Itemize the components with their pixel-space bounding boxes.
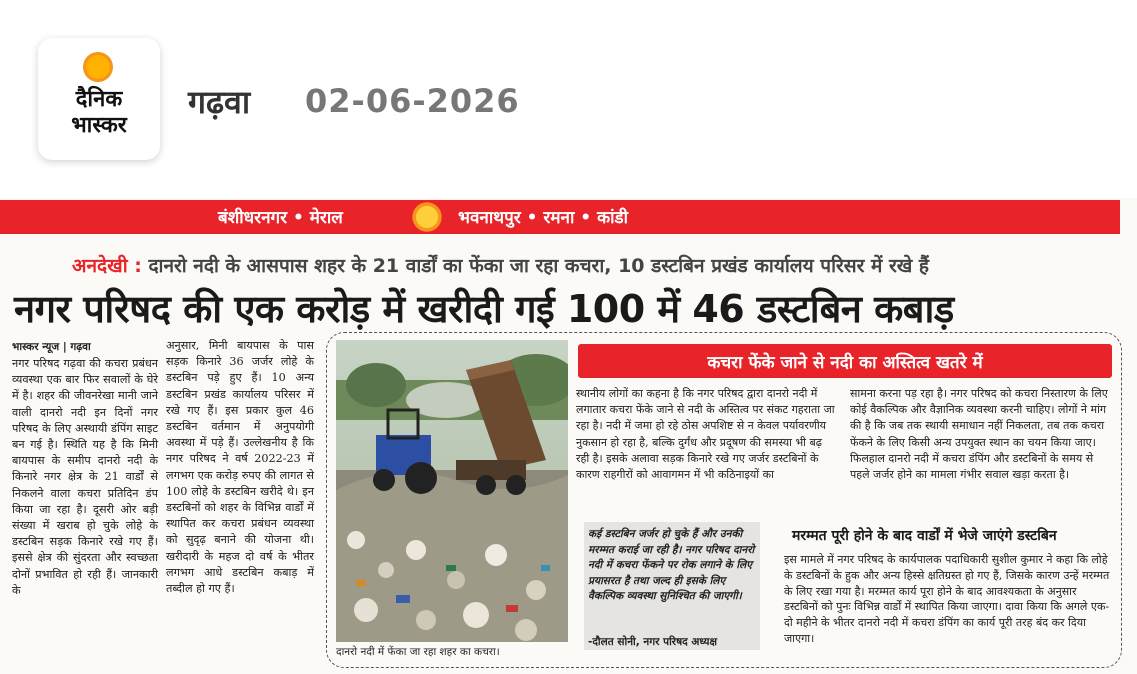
quote-author: -दौलत सोनी, नगर परिषद अध्यक्ष: [588, 636, 717, 648]
sun-icon: [410, 200, 444, 234]
garbage-dump-photo: [336, 340, 568, 642]
edition-city: गढ़वा: [188, 83, 251, 121]
kicker-tag: अनदेखी :: [72, 255, 142, 277]
box-title: कचरा फेंके जाने से नदी का अस्तित्व खतरे में: [707, 353, 983, 373]
photo-illustration: [336, 340, 568, 642]
section-band-right: भवनाथपुर • रमना • कांडी: [458, 208, 629, 228]
box-column-2: सामना करना पड़ रहा है। नगर परिषद को कचरा निस्तारण के लिए कोई वैकल्पिक और वैज्ञानिक व्यवस्था करनी चाहिए। लोगों ने मांग की है कि जब तक स्थायी समाधान नहीं निकलता, तब तक कचरा फेंकने के लिए किसी अन्य उपयुक्त स्थान का चयन किया जाए। फिलहाल दानरो नदी में कचरा डंपिंग और डस्टबिनों के समय से पहले जर्जर होने का मामला गंभीर सवाल खड़ा करता है।: [850, 387, 1108, 482]
box-column-1: स्थानीय लोगों का कहना है कि नगर परिषद द्वारा दानरो नदी में लगातार कचरा फेंके जाने से नदी के अस्तित्व पर संकट गहराता जा रहा है। नदी में जमा हो रहे ठोस अपशिष्ट से न केवल पर्यावरणीय नुकसान हो रहा है, बल्कि दुर्गंध और प्रदूषण की समस्या भी बढ़ रही है। इसके अलावा सड़क किनारे रखे गए जर्जर डस्टबिनों के कारण राहगीरों को आवागमन में भी कठिनाइयों का: [576, 387, 835, 482]
quote-text: कई डस्टबिन जर्जर हो चुके हैं और उनकी मरम्मत कराई जा रही है। नगर परिषद दानरो नदी में कचरा फेंकने पर रोक लगाने के लिए प्रयासरत है तथा जल्द ही इसके लिए वैकल्पिक व्यवस्था सुनिश्चित की जाएगी।: [588, 528, 755, 602]
subheading: मरम्मत पूरी होने के बाद वार्डों में भेजे जाएंगे डस्टबिन: [792, 528, 1057, 544]
logo-text-line1: दैनिक: [75, 87, 123, 112]
logo-text-line2: भास्कर: [71, 113, 127, 138]
kicker-text: दानरो नदी के आसपास शहर के 21 वार्डों का फेंका जा रहा कचरा, 10 डस्टबिन प्रखंड कार्यालय परिसर में रखे हैं: [141, 255, 930, 277]
article-column-1: नगर परिषद गढ़वा की कचरा प्रबंधन व्यवस्था एक बार फिर सवालों के घेरे में है। शहर की जीवनरेखा मानी जाने वाली दानरो नदी इन दिनों नगर परिषद के लिए अस्थायी डंपिंग साइट बन गई है। स्थिति यह है कि मिनी बायपास के समीप दानरो नदी के किनारे नगर क्षेत्र के 21 वार्डों से निकलने वाला कचरा प्रतिदिन डंप किया जा रहा है। दूसरी ओर बड़ी संख्या में खराब हो चुके लोहे के डस्टबिन सड़क किनारे रखे गए हैं। इससे क्षेत्र की सुंदरता और स्वच्छता दोनों प्रभावित हो रही हैं। जानकारी के: [12, 357, 158, 597]
section-band-left: बंशीधरनगर • मेराल: [218, 208, 343, 228]
app-logo[interactable]: [38, 38, 160, 160]
byline: भास्कर न्यूज | गढ़वा: [12, 341, 91, 353]
edition-date: 02-06-2026: [305, 82, 520, 120]
article-column-2: अनुसार, मिनी बायपास के पास सड़क किनारे 36 जर्जर लोहे के डस्टबिन पड़े हुए हैं। 10 अन्य डस्टबिन प्रखंड कार्यालय परिसर में रखे गए हैं। इस प्रकार कुल 46 डस्टबिन वर्तमान में अनुपयोगी अवस्था में पड़े हैं। उल्लेखनीय है कि नगर परिषद ने वर्ष 2022-23 में लगभग एक करोड़ रुपए की लागत से 100 लोहे के डस्टबिन खरीदे थे। इन डस्टबिनों को शहर के विभिन्न वार्डों में स्थापित कर कचरा प्रबंधन व्यवस्था को सुदृढ़ बनाने की योजना थी। खरीदारी के महज दो वर्ष के भीतर लगभग आधे डस्टबिन कबाड़ में तब्दील हो गए हैं।: [166, 339, 314, 596]
headline: नगर परिषद की एक करोड़ में खरीदी गई 100 में 46 डस्टबिन कबाड़: [14, 287, 954, 331]
sun-icon: [83, 52, 113, 82]
photo-caption: दानरो नदी में फेंका जा रहा शहर का कचरा।: [336, 646, 500, 658]
box-column-3: इस मामले में नगर परिषद के कार्यपालक पदाधिकारी सुशील कुमार ने कहा कि लोहे के डस्टबिनों के हुक और अन्य हिस्से क्षतिग्रस्त हो गए हैं, जिसके कारण उन्हें मरम्मत के लिए रखा गया है। मरम्मत कार्य पूरा होने के बाद आवश्यकता के अनुसार डस्टबिनों को पुनः विभिन्न वार्डों में स्थापित किया जाएगा। दावा किया कि अगले एक-दो महीने के भीतर दानरो नदी में कचरा डंपिंग का कार्य पूरी तरह बंद कर दिया जाएगा।: [784, 553, 1110, 645]
kicker: [72, 252, 929, 278]
